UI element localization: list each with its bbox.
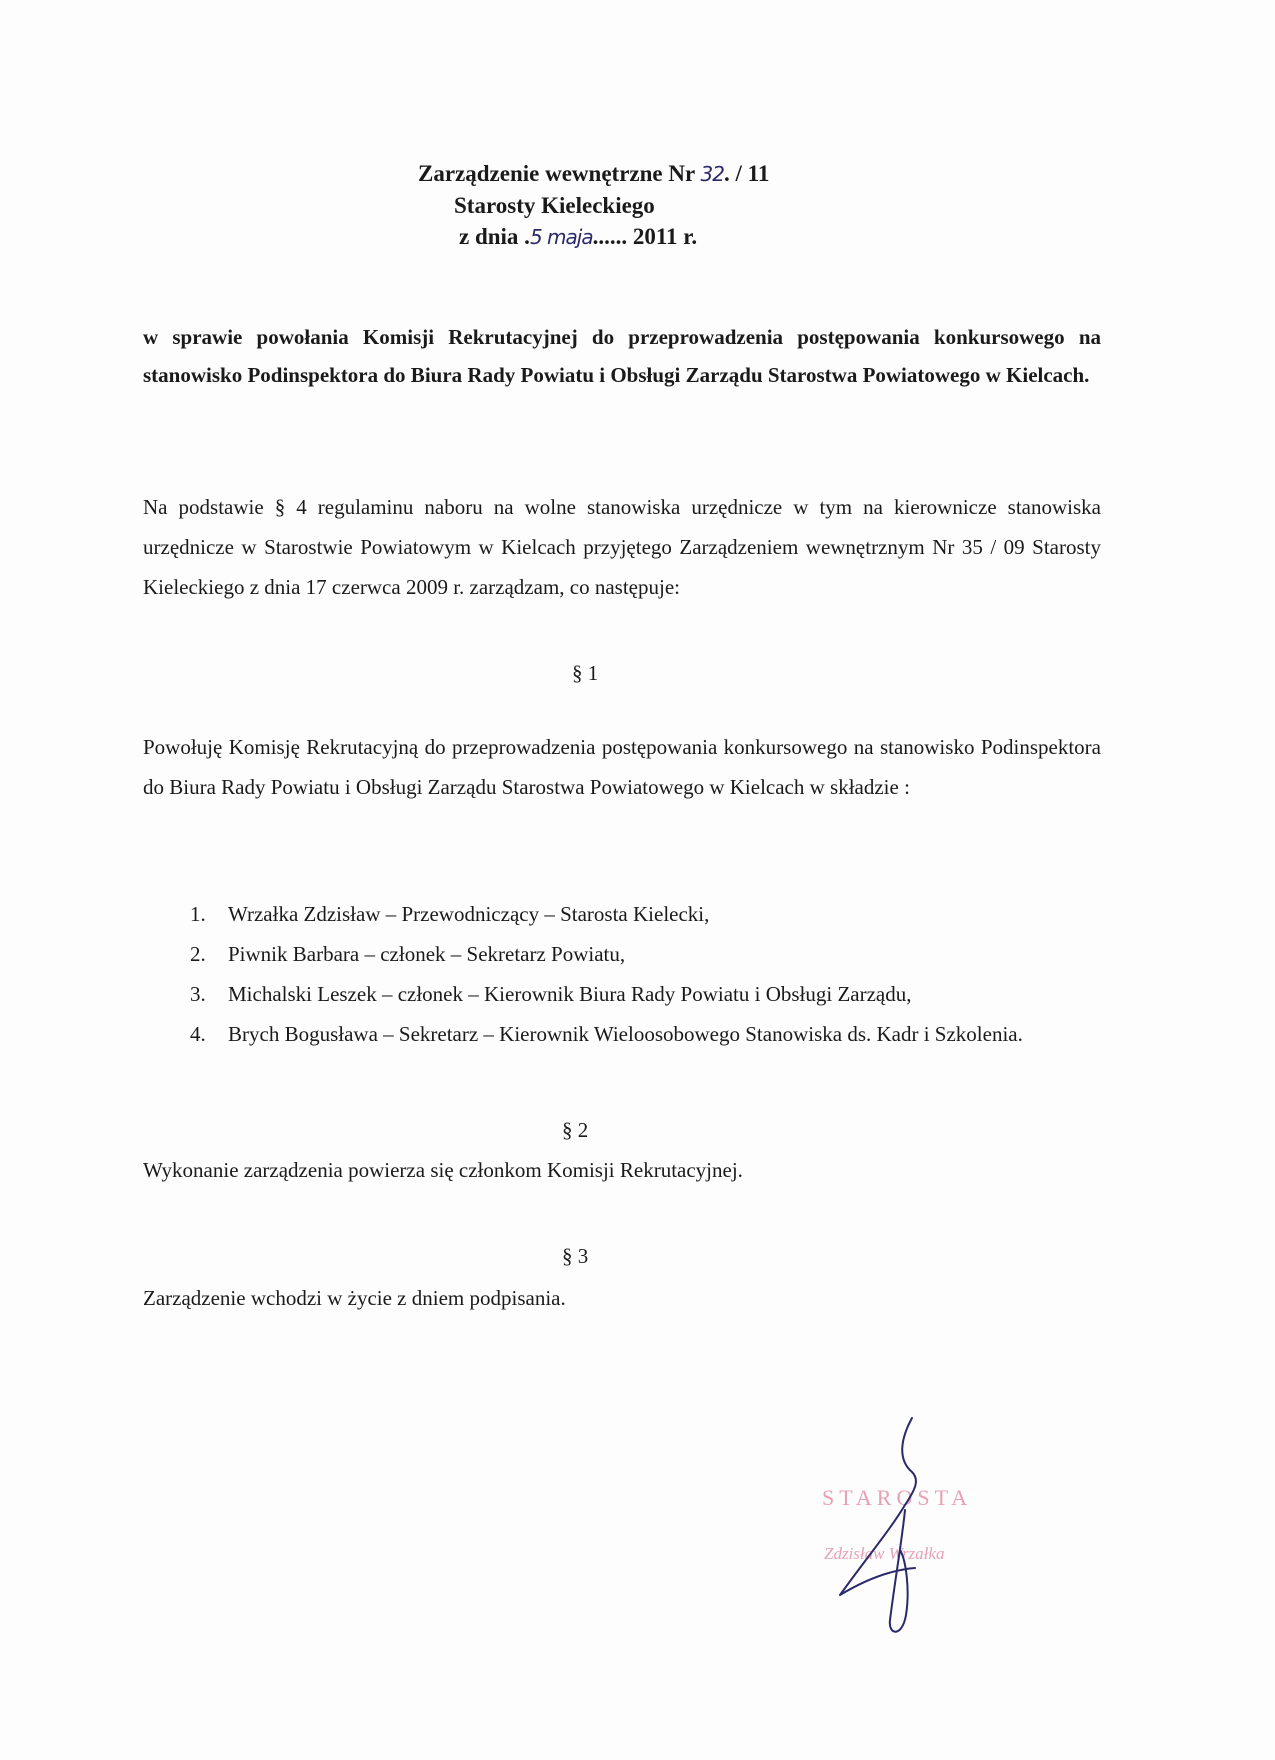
handwritten-date: 5 maja xyxy=(529,225,593,249)
section-1-mark: § 1 xyxy=(572,661,599,685)
section-1-text: Powołuję Komisję Rekrutacyjną do przeprowadzenia postępowania konkursowego na stanowisko Podinspektora do Biura Rady Powiatu i Obsługi Zarządu Starostwa Powiatowego w Kielcach w składzie : xyxy=(143,735,1101,799)
document-header xyxy=(418,158,769,253)
section-3-text: Zarządzenie wchodzi w życie z dniem podpisania. xyxy=(143,1286,566,1310)
list-item-number: 3. xyxy=(190,982,206,1006)
list-item-number: 2. xyxy=(190,942,206,966)
header-title-suffix: . / 11 xyxy=(723,161,770,186)
list-item xyxy=(190,1013,1110,1055)
document-subject: w sprawie powołania Komisji Rekrutacyjnej do przeprowadzenia postępowania konkursowego na stanowisko Podinspektora do Biura Rady Powiatu i Obsługi Zarządu Starostwa Powiatowego w Kielcach. xyxy=(143,325,1101,387)
header-date-line xyxy=(418,221,769,253)
section-3-mark: § 3 xyxy=(562,1244,589,1268)
list-item-text: Brych Bogusława – Sekretarz – Kierownik Wieloosobowego Stanowiska ds. Kadr i Szkolenia. xyxy=(228,1022,1023,1046)
handwritten-order-number: 32 xyxy=(700,162,724,186)
header-date-dots: ...... xyxy=(592,224,628,249)
preamble-paragraph: Na podstawie § 4 regulaminu naboru na wolne stanowiska urzędnicze w tym na kierownicze stanowiska urzędnicze w Starostwie Powiatowym w Kielcach przyjętego Zarządzeniem wewnętrznym Nr 35 / 09 Starosty Kieleckiego z dnia 17 czerwca 2009 r. zarządzam, co następuje: xyxy=(143,495,1101,599)
list-item xyxy=(190,933,1110,975)
list-item-number: 4. xyxy=(190,1022,206,1046)
list-item-text: Michalski Leszek – członek – Kierownik Biura Rady Powiatu i Obsługi Zarządu, xyxy=(228,982,912,1006)
stamp-name: Zdzisław Wrzałka xyxy=(824,1544,945,1563)
list-item-text: Piwnik Barbara – członek – Sekretarz Powiatu, xyxy=(228,942,626,966)
header-date-suffix: 2011 r. xyxy=(627,224,698,249)
header-title-prefix: Zarządzenie wewnętrzne Nr xyxy=(418,161,701,186)
list-item-number: 1. xyxy=(190,902,206,926)
header-issuer-line: Starosty Kieleckiego xyxy=(454,193,655,218)
stamp-title: STAROSTA xyxy=(822,1485,973,1510)
header-date-prefix: z dnia . xyxy=(459,224,530,249)
list-item xyxy=(190,893,1110,935)
header-title-line xyxy=(418,158,769,190)
list-item-text: Wrzałka Zdzisław – Przewodniczący – Starosta Kielecki, xyxy=(228,902,710,926)
list-item xyxy=(190,973,1110,1015)
section-2-text: Wykonanie zarządzenia powierza się członkom Komisji Rekrutacyjnej. xyxy=(143,1158,743,1182)
handwritten-signature xyxy=(820,1410,940,1640)
commission-members-list xyxy=(190,895,1110,1055)
section-2-mark: § 2 xyxy=(562,1118,589,1142)
